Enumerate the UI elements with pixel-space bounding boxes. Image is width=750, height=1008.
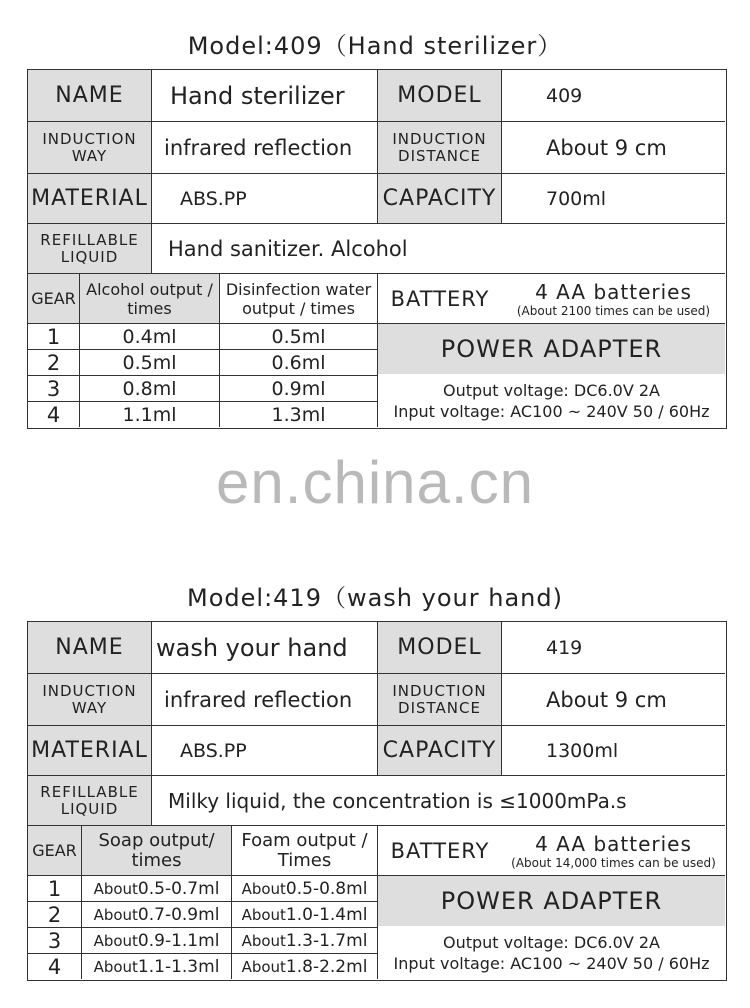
foam-output-header-line2: Times [277,849,332,871]
alcohol-output-header-line2: times [127,298,172,318]
model-label: MODEL [378,622,502,674]
material-label: MATERIAL [28,174,152,224]
foam-output-header [232,826,378,876]
battery-value-cell [502,274,725,324]
gear-number: 3 [28,928,82,954]
gear-number: 4 [28,402,80,427]
soap-output-header-line1: Soap output/ [98,829,215,851]
induction-distance-label-line2: DISTANCE [398,698,481,717]
capacity-value: 700ml [502,174,725,224]
foam-output-value [232,928,378,954]
alcohol-output-header-line1: Alcohol output / [86,279,213,299]
soap-output-amount: 0.7-0.9ml [137,904,220,925]
foam-output-value [232,954,378,979]
about-prefix: About [241,957,286,976]
induction-way-value: infrared reflection [152,674,378,726]
model-label: MODEL [378,70,502,122]
material-value: ABS.PP [152,726,378,776]
output-voltage: Output voltage: DC6.0V 2A [442,932,660,952]
induction-way-label [28,674,152,726]
soap-output-amount: 0.9-1.1ml [137,930,220,951]
refillable-liquid-label-line1: REFILLABLE [40,230,139,249]
disinfection-output-header-line1: Disinfection water [225,279,372,299]
gear-number: 2 [28,902,82,928]
gear-number: 3 [28,376,80,402]
foam-output-amount: 1.8-2.2ml [285,956,368,977]
disinfection-output-value: 1.3ml [220,402,378,427]
induction-way-label-line1: INDUCTION [42,681,137,700]
induction-distance-value: About 9 cm [502,122,725,174]
name-label: NAME [28,70,152,122]
induction-distance-label [378,674,502,726]
induction-way-label-line2: WAY [71,146,108,165]
gear-number: 1 [28,876,82,902]
about-prefix: About [93,905,138,924]
soap-output-header-line2: times [131,849,182,871]
model-value: 419 [502,622,725,674]
about-prefix: About [93,879,138,898]
disinfection-output-value: 0.9ml [220,376,378,402]
alcohol-output-value: 1.1ml [80,402,220,427]
model-409-spec-table [27,69,727,429]
foam-output-header-line1: Foam output / [241,829,368,851]
refillable-liquid-label [28,224,152,274]
induction-way-label-line1: INDUCTION [42,129,137,148]
induction-distance-label-line1: INDUCTION [392,129,487,148]
output-voltage: Output voltage: DC6.0V 2A [442,380,660,400]
battery-value: 4 AA batteries [535,831,692,856]
model-value: 409 [502,70,725,122]
disinfection-output-value: 0.6ml [220,350,378,376]
soap-output-value [82,954,232,979]
name-value: Hand sterilizer [152,70,378,122]
disinfection-output-header [220,274,378,324]
model-419-spec-table [27,621,727,981]
battery-label: BATTERY [378,826,502,876]
soap-output-header [82,826,232,876]
gear-header: GEAR [28,826,82,876]
disinfection-output-value: 0.5ml [220,324,378,350]
power-adapter-label: POWER ADAPTER [378,324,725,374]
disinfection-output-header-line2: output / times [242,298,355,318]
power-adapter-label: POWER ADAPTER [378,876,725,926]
induction-distance-label [378,122,502,174]
induction-way-value: infrared reflection [152,122,378,174]
foam-output-value [232,902,378,928]
refillable-liquid-label-line2: LIQUID [60,247,119,266]
soap-output-value [82,928,232,954]
soap-output-amount: 0.5-0.7ml [137,878,220,899]
power-adapter-specs [378,374,725,427]
about-prefix: About [241,931,286,950]
about-prefix: About [93,957,138,976]
name-label: NAME [28,622,152,674]
gear-number: 2 [28,350,80,376]
capacity-label: CAPACITY [378,174,502,224]
watermark-text: en.china.cn [216,449,534,516]
battery-label: BATTERY [378,274,502,324]
refillable-liquid-value: Milky liquid, the concentration is ≤1000mPa.s [152,776,725,826]
alcohol-output-value: 0.4ml [80,324,220,350]
battery-note: (About 14,000 times can be used) [511,855,716,870]
power-adapter-specs [378,926,725,979]
about-prefix: About [241,905,286,924]
input-voltage: Input voltage: AC100 ~ 240V 50 / 60Hz [393,401,710,421]
capacity-label: CAPACITY [378,726,502,776]
refillable-liquid-value: Hand sanitizer. Alcohol [152,224,725,274]
input-voltage: Input voltage: AC100 ~ 240V 50 / 60Hz [393,953,710,973]
material-value: ABS.PP [152,174,378,224]
gear-header: GEAR [28,274,80,324]
battery-note: (About 2100 times can be used) [516,303,711,318]
soap-output-amount: 1.1-1.3ml [137,956,220,977]
capacity-value: 1300ml [502,726,725,776]
foam-output-amount: 1.0-1.4ml [285,904,368,925]
model-419-title: Model:419（wash your hand) [187,584,563,612]
refillable-liquid-label-line1: REFILLABLE [40,782,139,801]
model-409-title: Model:409（Hand sterilizer） [187,32,563,60]
alcohol-output-value: 0.5ml [80,350,220,376]
foam-output-amount: 0.5-0.8ml [285,878,368,899]
battery-value: 4 AA batteries [535,279,692,304]
soap-output-value [82,876,232,902]
induction-distance-label-line2: DISTANCE [398,146,481,165]
about-prefix: About [241,879,286,898]
alcohol-output-header [80,274,220,324]
gear-number: 1 [28,324,80,350]
induction-way-label-line2: WAY [71,698,108,717]
material-label: MATERIAL [28,726,152,776]
foam-output-amount: 1.3-1.7ml [285,930,368,951]
soap-output-value [82,902,232,928]
about-prefix: About [93,931,138,950]
alcohol-output-value: 0.8ml [80,376,220,402]
induction-distance-label-line1: INDUCTION [392,681,487,700]
induction-way-label [28,122,152,174]
refillable-liquid-label [28,776,152,826]
gear-number: 4 [28,954,82,979]
foam-output-value [232,876,378,902]
name-value: wash your hand [152,622,378,674]
battery-value-cell [502,826,725,876]
induction-distance-value: About 9 cm [502,674,725,726]
refillable-liquid-label-line2: LIQUID [60,799,119,818]
